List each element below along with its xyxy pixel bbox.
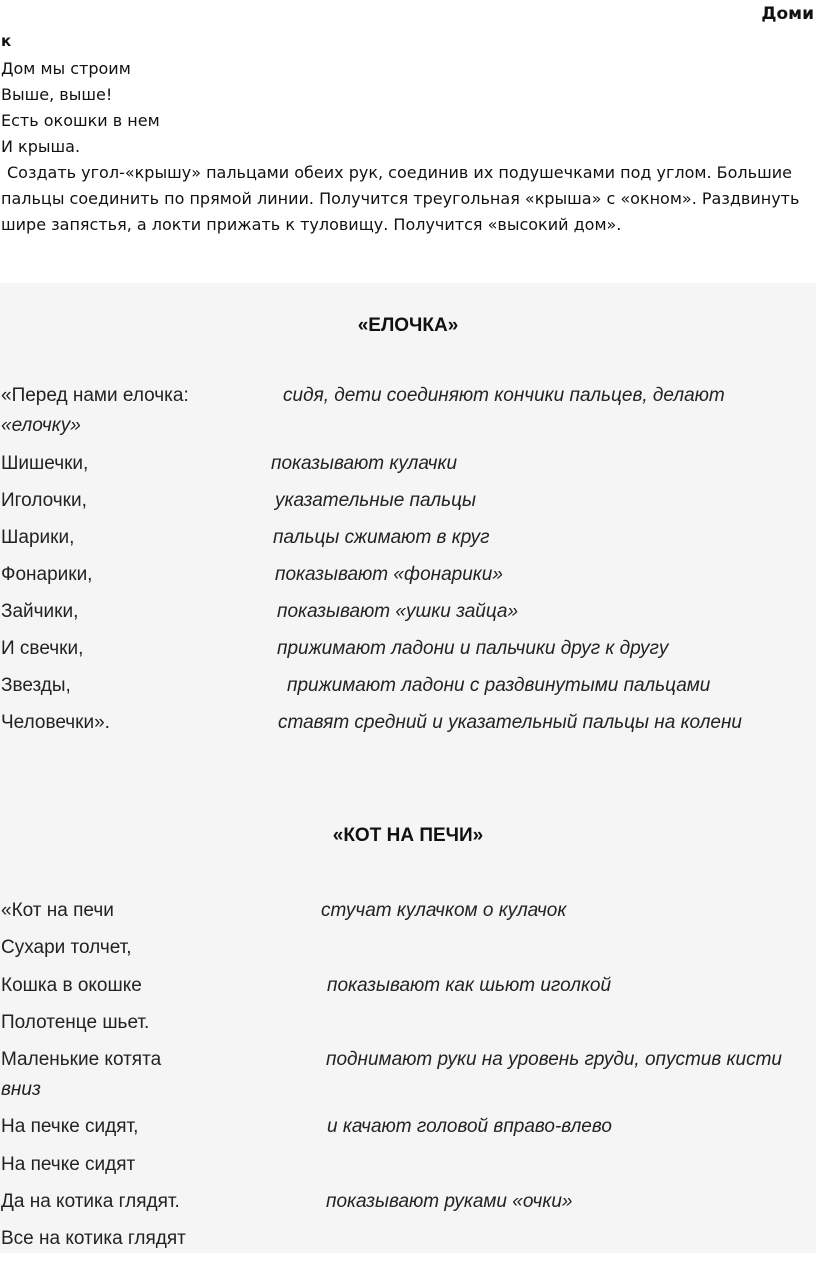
verse-line: Шишечки,: [1, 453, 89, 474]
action-text: ставят средний и указательный пальцы на колени: [278, 712, 742, 733]
action-text: показывают как шьют иголкой: [327, 975, 612, 996]
verse-line: На печке сидят: [1, 1154, 136, 1175]
grey-content-area: [0, 283, 816, 1253]
verse-line: На печке сидят,: [1, 1116, 139, 1137]
poem-line: Дом мы строим: [1, 59, 131, 78]
action-text: показывают кулачки: [271, 453, 458, 474]
elochka-row: [1, 527, 815, 563]
verse-line: Зайчики,: [1, 601, 79, 622]
elochka-row: [1, 675, 815, 711]
verse-line: Звезды,: [1, 675, 71, 696]
poem-line: Выше, выше!: [1, 85, 113, 104]
verse-line: Все на котика глядят: [1, 1228, 186, 1249]
kot-row: [1, 975, 815, 1011]
kot-row: [1, 1228, 815, 1264]
action-text-cont: «елочку»: [1, 415, 81, 436]
action-text: сидя, дети соединяют кончики пальцев, делают: [283, 385, 725, 406]
verse-line: Кошка в окошке: [1, 975, 142, 996]
elochka-row: [1, 601, 815, 637]
verse-line: И свечки,: [1, 638, 84, 659]
kot-row: [1, 1154, 815, 1190]
action-text: показывают «ушки зайца»: [277, 601, 519, 622]
verse-line: «Кот на печи: [1, 900, 114, 921]
verse-line: «Перед нами елочка:: [1, 385, 189, 406]
action-text-cont: вниз: [1, 1079, 41, 1100]
elochka-row: [1, 453, 815, 489]
elochka-row: [1, 385, 815, 436]
domik-title-part2: к: [1, 32, 12, 50]
kot-row: [1, 900, 815, 936]
kot-row: [1, 1116, 815, 1152]
elochka-row: [1, 564, 815, 600]
action-text: указательные пальцы: [275, 490, 476, 511]
kot-row: [1, 1049, 815, 1100]
action-text: стучат кулачком о кулачок: [321, 900, 567, 921]
action-text: поднимают руки на уровень груди, опустив кисти: [326, 1049, 782, 1070]
kot-row: [1, 937, 815, 973]
verse-line: Маленькие котята: [1, 1049, 162, 1070]
action-text: прижимают ладони и пальчики друг к другу: [277, 638, 669, 659]
verse-line: Шарики,: [1, 527, 75, 548]
action-text: прижимают ладони с раздвинутыми пальцами: [287, 675, 711, 696]
verse-line: Да на котика глядят.: [1, 1191, 180, 1212]
action-text: и качают головой вправо-влево: [327, 1116, 612, 1137]
verse-line: Полотенце шьет.: [1, 1012, 150, 1033]
domik-poem: [1, 56, 160, 160]
kot-row: [1, 1012, 815, 1048]
poem-line: И крыша.: [1, 137, 81, 156]
verse-line: Фонарики,: [1, 564, 93, 585]
domik-instruction: Создать угол-«крышу» пальцами обеих рук, соединив их подушечками под углом. Большие пальцы соединить по прямой линии. Получится треугольная «крыша» с «окном». Раздвинуть шире запястья, а локти прижать к туловищу. Получится «высокий дом».: [1, 163, 800, 234]
domik-title-part1: Доми: [761, 4, 814, 24]
action-text: показывают «фонарики»: [275, 564, 503, 585]
verse-line: Сухари толчет,: [1, 937, 132, 958]
kot-row: [1, 1191, 815, 1227]
kot-title: «КОТ НА ПЕЧИ»: [332, 825, 484, 846]
poem-line: Есть окошки в нем: [1, 111, 160, 130]
elochka-row: [1, 712, 815, 748]
verse-line: Человечки».: [1, 712, 110, 733]
elochka-row: [1, 638, 815, 674]
action-text: пальцы сжимают в круг: [273, 527, 490, 548]
verse-line: Иголочки,: [1, 490, 87, 511]
elochka-row: [1, 490, 815, 526]
elochka-title: «ЕЛОЧКА»: [357, 315, 459, 336]
action-text: показывают руками «очки»: [326, 1191, 573, 1212]
